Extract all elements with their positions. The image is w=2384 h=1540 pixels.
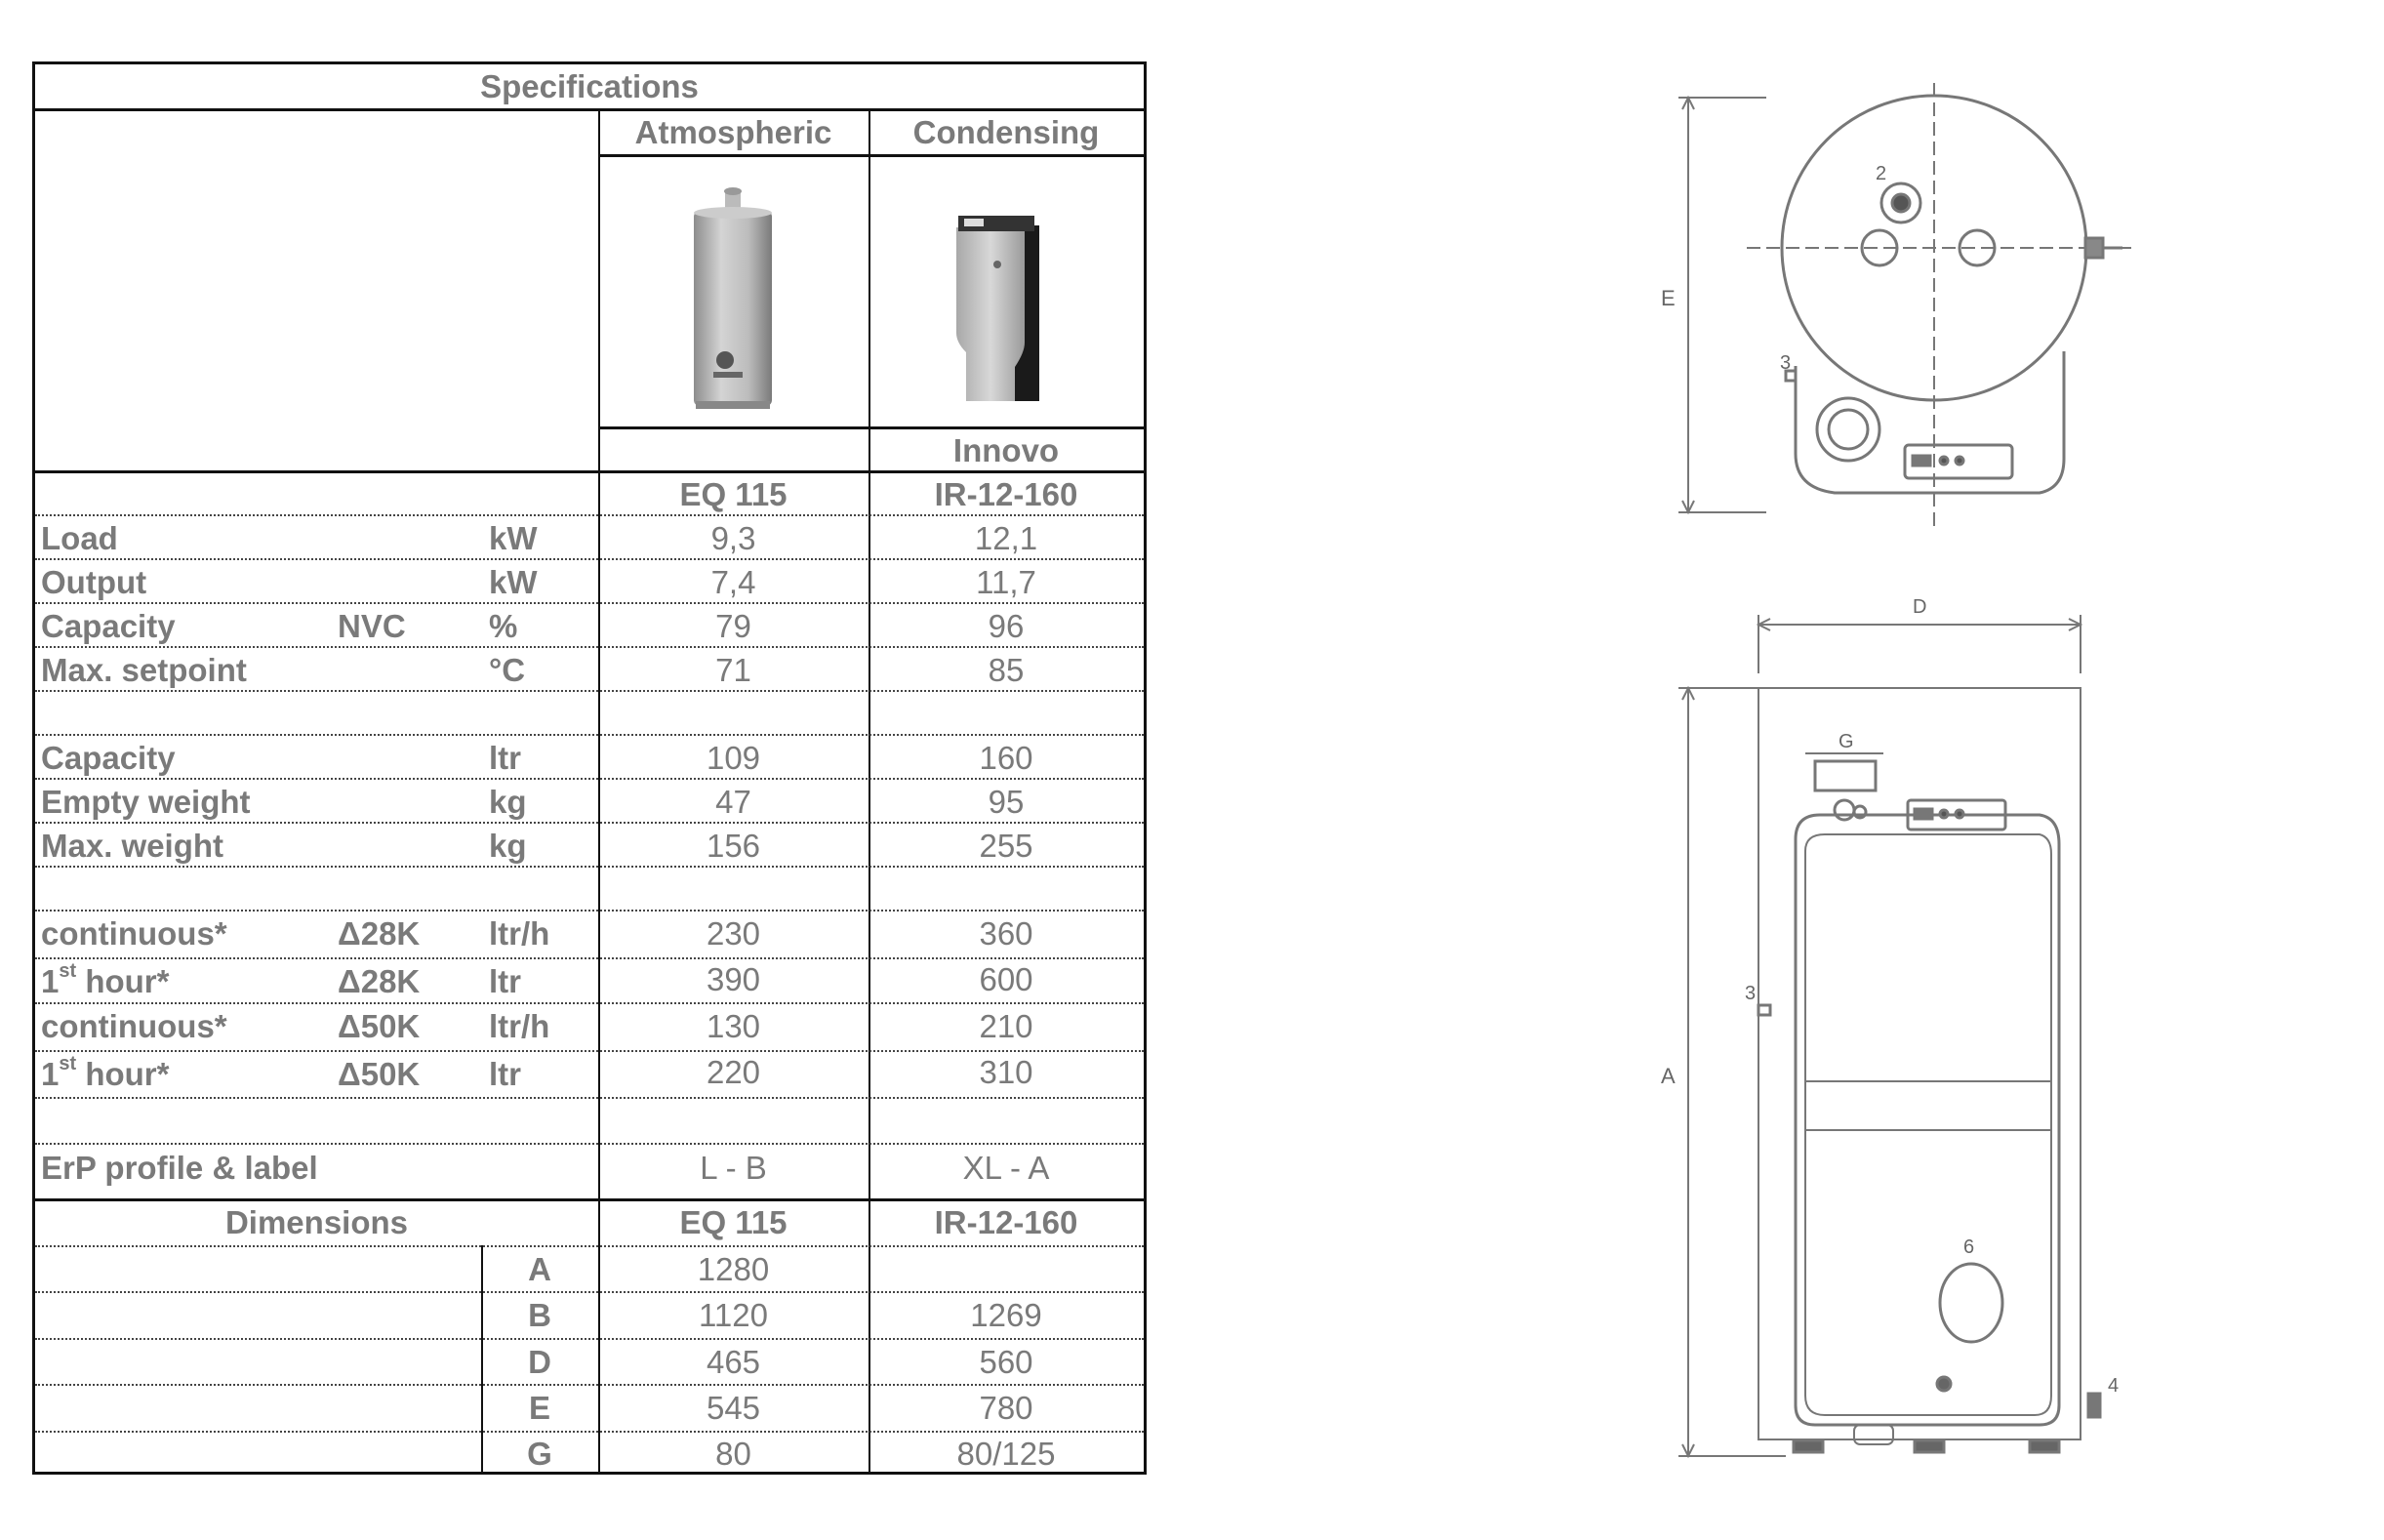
- row-value-condensing: 95: [988, 784, 1025, 820]
- label-e: E: [1661, 286, 1676, 310]
- row-value-atmospheric: 71: [715, 652, 751, 688]
- row-label: Max. weight: [41, 828, 224, 864]
- row-unit: kg: [489, 784, 527, 820]
- dim-value-atmospheric: 1120: [699, 1297, 768, 1333]
- specifications-table: [32, 61, 1147, 1475]
- label-a: A: [1661, 1064, 1676, 1088]
- label-6: 6: [1963, 1236, 1975, 1258]
- row-label-erp: ErP profile & label: [41, 1150, 318, 1186]
- dim-value-atmospheric: 1280: [697, 1251, 770, 1287]
- dim-key: A: [528, 1251, 551, 1287]
- row-value-atmospheric: 156: [706, 828, 761, 864]
- dim-value-condensing: 1269: [970, 1297, 1042, 1333]
- row-value-condensing: 160: [979, 740, 1033, 776]
- erp-atmospheric: L - B: [700, 1150, 767, 1186]
- row-unit: kW: [489, 564, 538, 600]
- row-value-condensing: 600: [979, 961, 1033, 997]
- image-rule: [598, 426, 1144, 429]
- dim-value-condensing: 80/125: [956, 1436, 1056, 1472]
- row-label: 1st hour*: [41, 1053, 170, 1092]
- row-value-condensing: 96: [988, 608, 1025, 644]
- dim-key: D: [528, 1344, 551, 1380]
- row-unit: ltr/h: [489, 915, 550, 952]
- row-value-condensing: 11,7: [976, 564, 1036, 600]
- row-label: 1st hour*: [41, 960, 170, 999]
- dim-key: B: [528, 1297, 551, 1333]
- row-value-atmospheric: 7,4: [710, 564, 756, 600]
- label-3-front: 3: [1745, 983, 1757, 1004]
- brand-rule: [35, 470, 1144, 473]
- table-title: Specifications: [480, 68, 699, 104]
- row-label: Empty weight: [41, 784, 251, 820]
- dim-model-ir-12-160: IR-12-160: [934, 1204, 1078, 1240]
- row-value-atmospheric: 9,3: [710, 520, 756, 556]
- row-extra: Δ28K: [338, 963, 421, 999]
- dim-value-condensing: 780: [979, 1390, 1033, 1426]
- row-value-atmospheric: 390: [706, 961, 761, 997]
- row-value-condensing: 255: [979, 828, 1033, 864]
- row-unit: ltr: [489, 1056, 521, 1092]
- row-label: Output: [41, 564, 147, 600]
- dimensions-title: Dimensions: [224, 1204, 409, 1240]
- row-unit: %: [489, 608, 518, 644]
- model-ir-12-160: IR-12-160: [934, 476, 1078, 512]
- row-label: Capacity: [41, 740, 176, 776]
- row-value-atmospheric: 230: [706, 915, 761, 952]
- label-d: D: [1913, 596, 1927, 618]
- dim-value-atmospheric: 80: [715, 1436, 751, 1472]
- dim-model-eq115: EQ 115: [679, 1204, 788, 1240]
- label-4: 4: [2108, 1375, 2120, 1397]
- atmospheric-heater-image: [598, 157, 869, 426]
- row-unit: ltr: [489, 963, 521, 999]
- row-label: Load: [41, 520, 118, 556]
- row-value-condensing: 85: [988, 652, 1025, 688]
- row-extra: Δ50K: [338, 1056, 421, 1092]
- row-value-condensing: 360: [979, 915, 1033, 952]
- row-extra: NVC: [338, 608, 406, 644]
- row-unit: °C: [489, 652, 526, 688]
- row-label: Capacity: [41, 608, 176, 644]
- dim-key: G: [527, 1436, 552, 1472]
- dim-value-atmospheric: 545: [706, 1390, 761, 1426]
- row-value-atmospheric: 220: [706, 1054, 761, 1090]
- dim-key: E: [528, 1390, 550, 1426]
- row-label: continuous*: [41, 1008, 227, 1044]
- row-label: Max. setpoint: [41, 652, 247, 688]
- col-header-condensing: Condensing: [912, 114, 1100, 150]
- row-unit: kg: [489, 828, 527, 864]
- dimensions-rule: [35, 1198, 1144, 1201]
- row-value-condensing: 12,1: [974, 520, 1038, 556]
- row-unit: ltr/h: [489, 1008, 550, 1044]
- row-value-atmospheric: 130: [706, 1008, 761, 1044]
- label-2: 2: [1876, 163, 1887, 184]
- row-unit: ltr: [489, 740, 521, 776]
- erp-condensing: XL - A: [962, 1150, 1050, 1186]
- label-3-top: 3: [1780, 352, 1792, 374]
- front-view-drawing: [1649, 595, 2157, 1474]
- row-extra: Δ50K: [338, 1008, 421, 1044]
- title-rule: [35, 108, 1144, 111]
- row-label: continuous*: [41, 915, 227, 952]
- dim-value-condensing: 560: [979, 1344, 1033, 1380]
- row-value-atmospheric: 47: [715, 784, 751, 820]
- brand-innovo: Innovo: [952, 432, 1060, 468]
- top-view-drawing: [1649, 78, 2157, 547]
- condensing-heater-image: [869, 157, 1144, 426]
- row-extra: Δ28K: [338, 915, 421, 952]
- model-eq115: EQ 115: [679, 476, 788, 512]
- row-unit: kW: [489, 520, 538, 556]
- dim-value-atmospheric: 465: [706, 1344, 761, 1380]
- row-value-atmospheric: 109: [706, 740, 761, 776]
- row-value-condensing: 310: [979, 1054, 1033, 1090]
- row-value-condensing: 210: [979, 1008, 1033, 1044]
- col-header-atmospheric: Atmospheric: [634, 114, 832, 150]
- label-g: G: [1839, 731, 1854, 752]
- row-value-atmospheric: 79: [715, 608, 751, 644]
